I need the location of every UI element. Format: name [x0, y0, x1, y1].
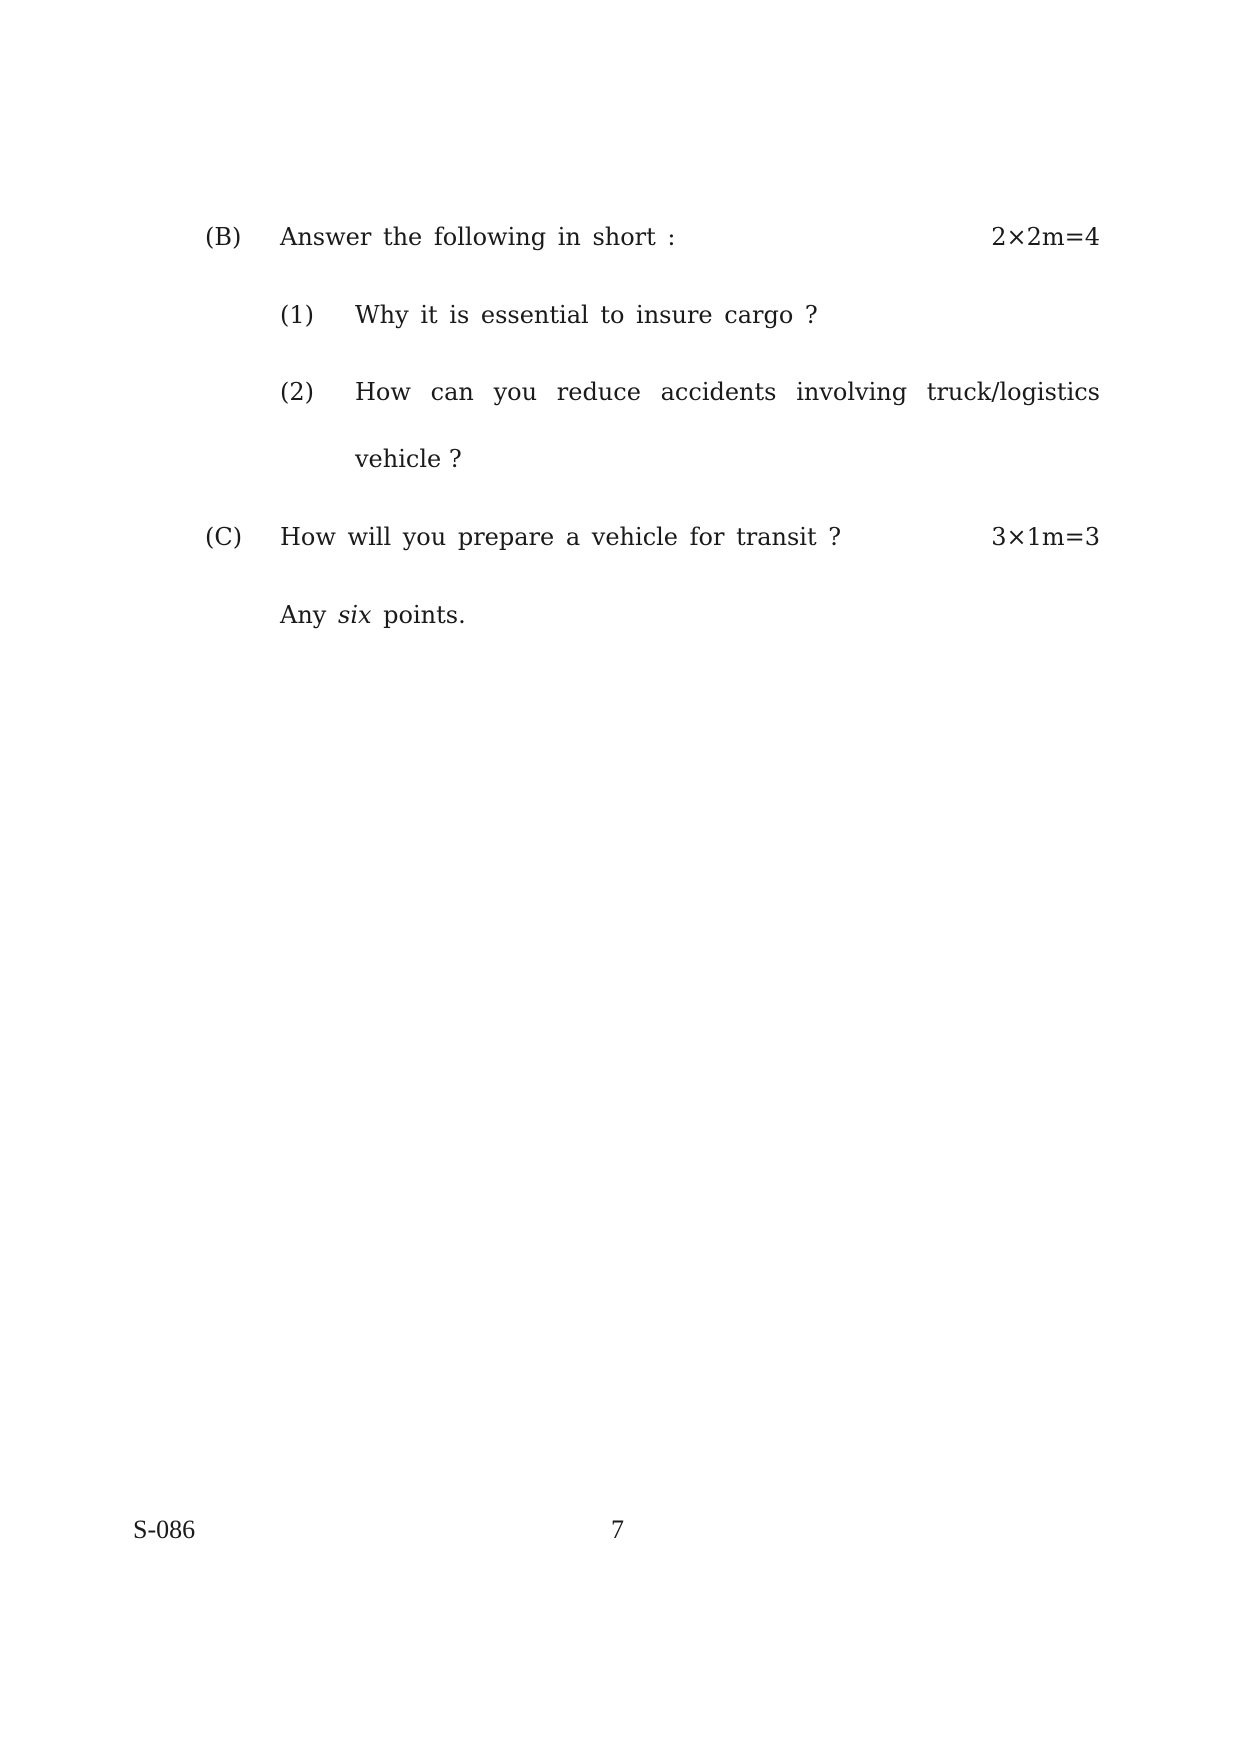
section-b-instruction: Answer the following in short :	[280, 223, 676, 251]
section-c-marks: 3×1m=3	[991, 523, 1100, 551]
section-c-label: (C)	[205, 523, 243, 551]
question-b1-text: Why it is essential to insure cargo ?	[355, 301, 818, 329]
question-b1-number: (1)	[280, 301, 314, 329]
section-c-note-suffix: points.	[383, 601, 466, 629]
section-c-note	[280, 600, 466, 630]
section-b-marks: 2×2m=4	[991, 223, 1100, 251]
section-c-note-prefix: Any	[280, 601, 327, 629]
section-c-question: How will you prepare a vehicle for transit ?	[280, 523, 842, 551]
paper-code: S-086	[133, 1515, 196, 1544]
question-b2-text-line2: vehicle ?	[355, 445, 462, 473]
question-b2-text-line1: How can you reduce accidents involving truck/logistics	[355, 378, 1100, 406]
section-c-note-emphasis: six	[338, 601, 372, 629]
page-number: 7	[611, 1515, 624, 1544]
question-b2-number: (2)	[280, 378, 314, 406]
section-b-label: (B)	[205, 223, 242, 251]
